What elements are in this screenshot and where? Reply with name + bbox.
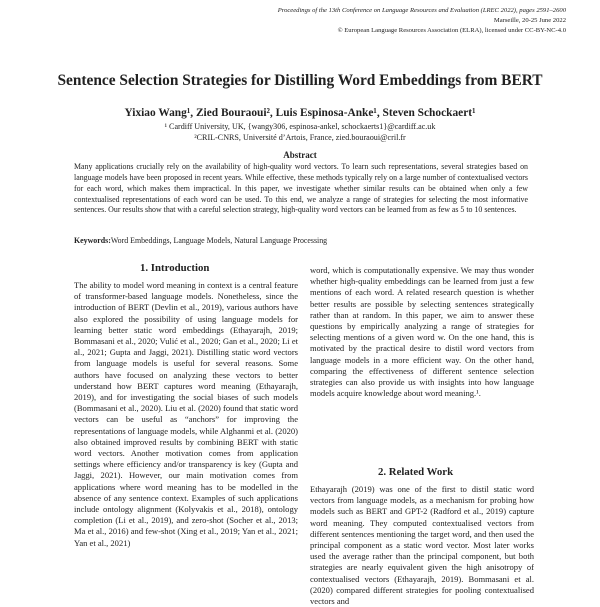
related-work-text: [310, 484, 534, 607]
introduction-paragraph: The ability to model word meaning in context is a central feature of transformer-based language models. Nonetheless, since the introduction of BERT (Devlin et al., 2019), various authors have also explored the possibility of using language models for learning better static word embeddings (Ethayarajh, 2019; Bommasani et al., 2020; Vulić et al., 2020; Gan et al., 2020; Li et al., 2021; Gupta and Jaggi, 2021). Distilling static word vectors from language models is useful for several reasons. Some authors have focused on analyzing these vectors to better understand how BERT captures word meaning (Ethayarajh, 2019), and for investigating the social biases of such models (Bommasani et al., 2020). Liu et al. (2020) found that static word vectors can be useful as “anchors” for improving the representations of language models, while Alghanmi et al. (2020) also obtained improved results by combining BERT with static word vectors. Another motivation comes from application settings where efficiency and/or transparency is key (Gupta and Jaggi, 2021). However, our main motivation comes from applications where word meaning has to be modelled in the absence of any sentence context. Examples of such applications include ontology alignment (Kolyvakis et al., 2018), ontology completion (Li et al., 2019), and zero-shot (Socher et al., 2013; Ma et al., 2016) and few-shot (Xing et al., 2019; Yan et al., 2021; Yan et al., 2021): [74, 280, 298, 548]
affiliation-2: ²CRIL-CNRS, Université d’Artois, France, zied.bouraoui@cril.fr: [194, 133, 406, 142]
author-list: Yixiao Wang¹, Zied Bouraoui², Luis Espinosa-Anke¹, Steven Schockaert¹: [124, 107, 476, 119]
introduction-text-right: [310, 265, 534, 399]
introduction-paragraph-continued: word, which is computationally expensive. We may thus wonder whether high-quality embeddings can be learned from just a few mentions of each word. A related research question is whether better results are possible by selecting sentences strategically rather than at random. In this paper, we aim to answer these questions by empirically analyzing a range of strategies for selecting mentions of a given word w. On the one hand, this is motivated by the practical desire to distil word vectors from language models in a more efficient way. On the other hand, comparing the effectiveness of different sentence selection strategies can also provide us with insights into how language models acquire knowledge about word meaning.¹.: [310, 265, 534, 399]
related-work-paragraph: Ethayarajh (2019) was one of the first to distil static word vectors from language models, as a mechanism for probing how models such as BERT and GPT-2 (Radford et al., 2019) capture word meaning. They computed contextualised vectors from different sentences mentioning the target word, and then used the principal component as a static word vector. Most later works used the average rather than the principal component, but both strategies are nearly equivalent given the high anisotropy of contextualised vectors (Ethayarajh, 2019). Bommasani et al. (2020) compared different strategies for pooling contextualised vectors and: [310, 484, 534, 607]
paper-title: Sentence Selection Strategies for Distilling Word Embeddings from BERT: [57, 72, 543, 89]
abstract-heading: Abstract: [283, 150, 317, 160]
section-heading-related-work: 2. Related Work: [378, 466, 454, 478]
keywords-text: Word Embeddings, Language Models, Natural Language Processing: [110, 236, 328, 245]
abstract-body: Many applications crucially rely on the availability of high-quality word vectors. To learn such representations, several strategies based on language models have been proposed in recent years. While effective, these methods typically rely on a large number of contextualised vectors for each word, which makes them impractical. In this paper, we investigate whether similar results can be obtained when only a few contextualised representations of each word can be used. To this end, we analyze a range of strategies for selecting the most informative sentences. Our results show that with a careful selection strategy, high-quality word vectors can be learned from as few as 5 to 10 sentences.: [74, 162, 528, 215]
proceedings-citation: Proceedings of the 13th Conference on Language Resources and Evaluation (LREC 2022), pages 2591–2600: [277, 7, 566, 14]
introduction-text-left: [74, 280, 298, 600]
keywords-line: [74, 236, 528, 245]
section-heading-introduction: 1. Introduction: [140, 262, 210, 274]
keywords-label: Keywords:: [74, 236, 111, 245]
copyright-notice: © European Language Resources Association (ELRA), licensed under CC-BY-NC-4.0: [337, 27, 566, 34]
conference-location: Marseille, 20-25 June 2022: [493, 17, 566, 24]
affiliation-1: ¹ Cardiff University, UK, {wangy306, espinosa-ankel, schockaerts1}@cardiff.ac.uk: [164, 122, 436, 131]
